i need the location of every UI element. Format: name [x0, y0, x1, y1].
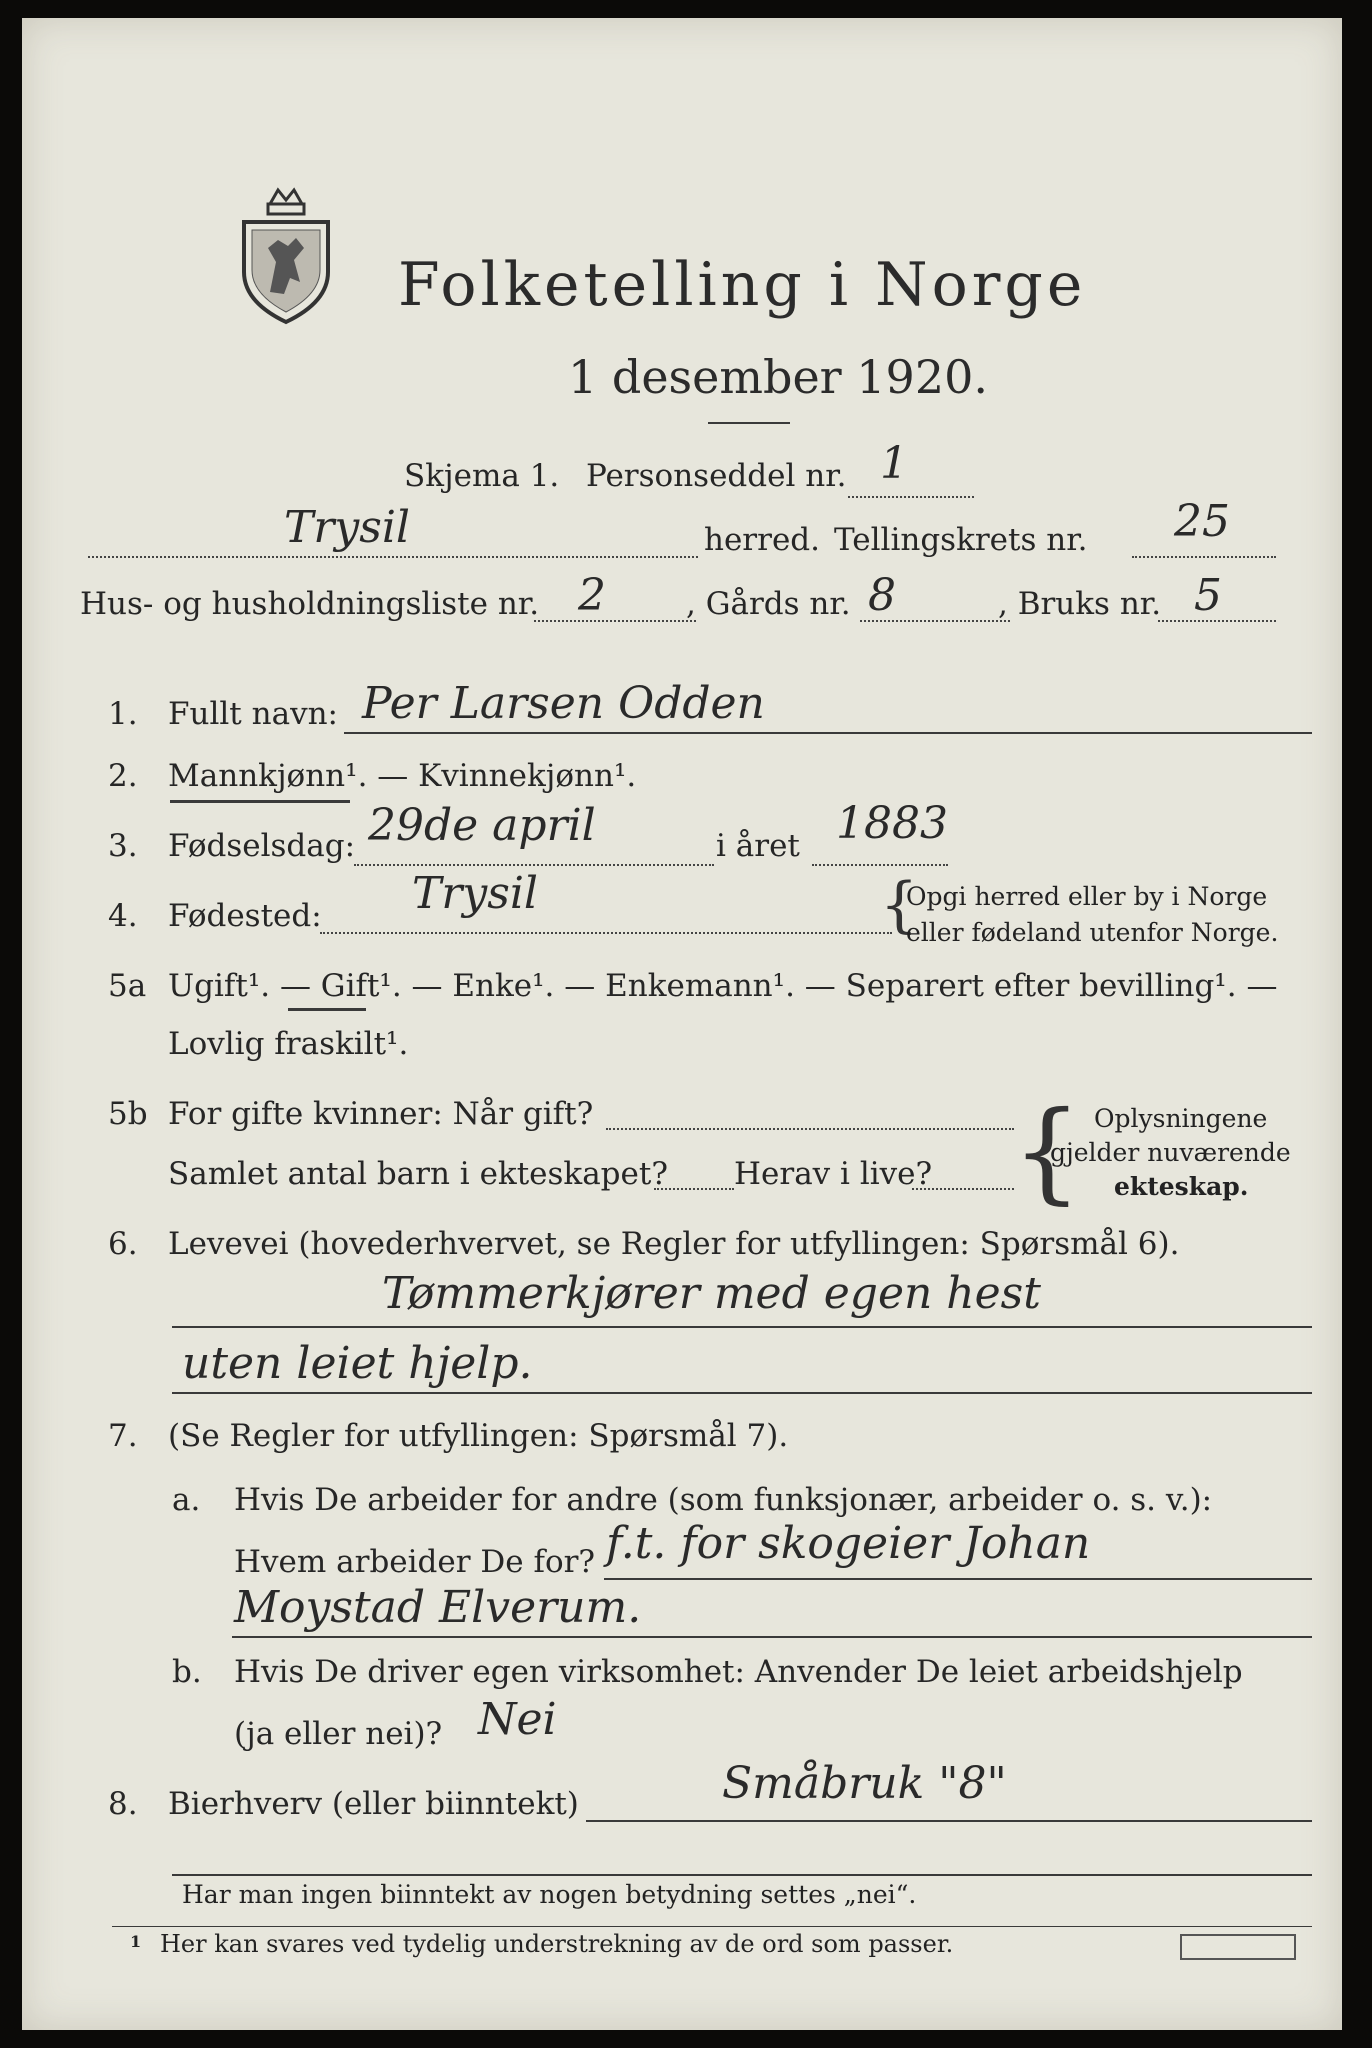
personseddel-field-line — [848, 496, 974, 498]
personseddel-label: Personseddel nr. — [586, 458, 847, 494]
q2-underline-mark — [170, 800, 350, 803]
q1-number: 1. — [108, 696, 138, 732]
q4-value: Trysil — [412, 868, 538, 919]
q4-note-line2: eller fødeland utenfor Norge. — [906, 918, 1279, 947]
tellingskrets-field-line — [1132, 556, 1276, 558]
q3-label: Fødselsdag: — [168, 828, 356, 864]
q3-year-field-line — [812, 864, 948, 866]
footnote-text: Her kan svares ved tydelig understrekning av de ord som passer. — [160, 1930, 954, 1958]
q1-field-line — [344, 732, 1312, 734]
q7-label: (Se Regler for utfyllingen: Spørsmål 7). — [168, 1418, 789, 1454]
bruks-value: 5 — [1194, 570, 1222, 621]
q5a-underline-mark — [288, 1008, 366, 1011]
q6-label: Levevei (hovederhvervet, se Regler for utfyllingen: Spørsmål 6). — [168, 1226, 1180, 1262]
norway-coat-of-arms-icon — [230, 182, 342, 326]
q1-label: Fullt navn: — [168, 696, 338, 732]
q5b-children-field-line — [654, 1188, 734, 1190]
q5a-line1: Ugift¹. — Gift¹. — Enke¹. — Enkemann¹. — Separert efter bevilling¹. — — [168, 968, 1278, 1004]
herred-label: herred. — [704, 522, 820, 558]
q8-field-line1 — [586, 1820, 1312, 1822]
q7a-value-line1: f.t. for skogeier Johan — [606, 1518, 1091, 1569]
skjema-label: Skjema 1. — [404, 458, 560, 494]
q5b-note-line2: gjelder nuværende — [1050, 1138, 1291, 1167]
q5b-brace: { — [1012, 1087, 1082, 1215]
q7a-line1: Hvis De arbeider for andre (som funksjonær, arbeider o. s. v.): — [234, 1482, 1213, 1518]
q7a-field-line2 — [232, 1636, 1312, 1638]
q2-label: Mannkjønn¹. — Kvinnekjønn¹. — [168, 758, 637, 794]
q7-number: 7. — [108, 1418, 138, 1454]
q4-brace: { — [880, 870, 919, 940]
gards-value: 8 — [868, 570, 896, 621]
form-date: 1 desember 1920. — [568, 350, 988, 404]
personseddel-value: 1 — [880, 438, 908, 489]
q5b-alive-label: Herav i live? — [734, 1156, 933, 1192]
q1-value: Per Larsen Odden — [362, 678, 765, 729]
q3-number: 3. — [108, 828, 138, 864]
q5b-children-label: Samlet antal barn i ekteskapet? — [168, 1156, 668, 1192]
herred-value: Trysil — [284, 502, 410, 553]
q6-field-line1 — [172, 1326, 1312, 1328]
q7a-value-line2: Moystad Elverum. — [234, 1582, 642, 1633]
footnote-mark: 1 — [130, 1932, 142, 1951]
gards-label: , Gårds nr. — [686, 586, 851, 622]
q7b-line1: Hvis De driver egen virksomhet: Anvender De leiet arbeidshjelp — [234, 1654, 1243, 1690]
q6-number: 6. — [108, 1226, 138, 1262]
footnote-divider — [112, 1926, 1312, 1927]
q8-field-line2 — [172, 1874, 1312, 1876]
q4-number: 4. — [108, 898, 138, 934]
q6-value-line1: Tømmerkjører med egen hest — [382, 1268, 1041, 1319]
tellingskrets-value: 25 — [1174, 496, 1230, 547]
q5a-line2: Lovlig fraskilt¹. — [168, 1026, 409, 1062]
q8-label: Bierhverv (eller biinntekt) — [168, 1786, 579, 1822]
q4-field-line — [320, 932, 892, 934]
q5b-note-line3: ekteskap. — [1114, 1172, 1249, 1201]
q4-note-line1: Opgi herred eller by i Norge — [906, 882, 1268, 911]
q3-date-field-line — [354, 864, 714, 866]
q8-value: Småbruk "8" — [722, 1758, 1007, 1809]
printer-stamp — [1180, 1934, 1296, 1960]
husliste-field-line — [534, 620, 696, 622]
husliste-label: Hus- og husholdningsliste nr. — [80, 586, 540, 622]
q6-value-line2: uten leiet hjelp. — [182, 1338, 533, 1389]
q5a-number: 5a — [108, 968, 147, 1004]
tellingskrets-label: Tellingskrets nr. — [834, 522, 1088, 558]
bruks-label: , Bruks nr. — [998, 586, 1162, 622]
title-divider — [708, 422, 790, 424]
husliste-value: 2 — [578, 570, 606, 621]
herred-field-line — [88, 556, 698, 558]
q3-year-value: 1883 — [836, 798, 948, 849]
q7b-value: Nei — [478, 1694, 557, 1745]
q8-number: 8. — [108, 1786, 138, 1822]
q7a-line2: Hvem arbeider De for? — [234, 1544, 596, 1580]
q3-value: 29de april — [368, 800, 596, 851]
q2-number: 2. — [108, 758, 138, 794]
q5b-alive-field-line — [912, 1188, 1014, 1190]
q5b-line1: For gifte kvinner: Når gift? — [168, 1096, 594, 1132]
q7a-letter: a. — [172, 1482, 201, 1518]
q6-field-line2 — [172, 1392, 1312, 1394]
q7a-field-line1 — [604, 1578, 1312, 1580]
q4-label: Fødested: — [168, 898, 322, 934]
q3-year-label: i året — [716, 828, 800, 864]
q5b-number: 5b — [108, 1096, 148, 1132]
form-title: Folketelling i Norge — [398, 250, 1087, 320]
q5b-note-line1: Oplysningene — [1094, 1104, 1268, 1133]
census-form-sheet — [22, 18, 1342, 2030]
biinntekt-note: Har man ingen biinntekt av nogen betydning settes „nei“. — [182, 1880, 917, 1909]
q5b-married-field-line — [606, 1128, 1014, 1130]
q7b-letter: b. — [172, 1654, 202, 1690]
q7b-line2: (ja eller nei)? — [234, 1716, 443, 1752]
